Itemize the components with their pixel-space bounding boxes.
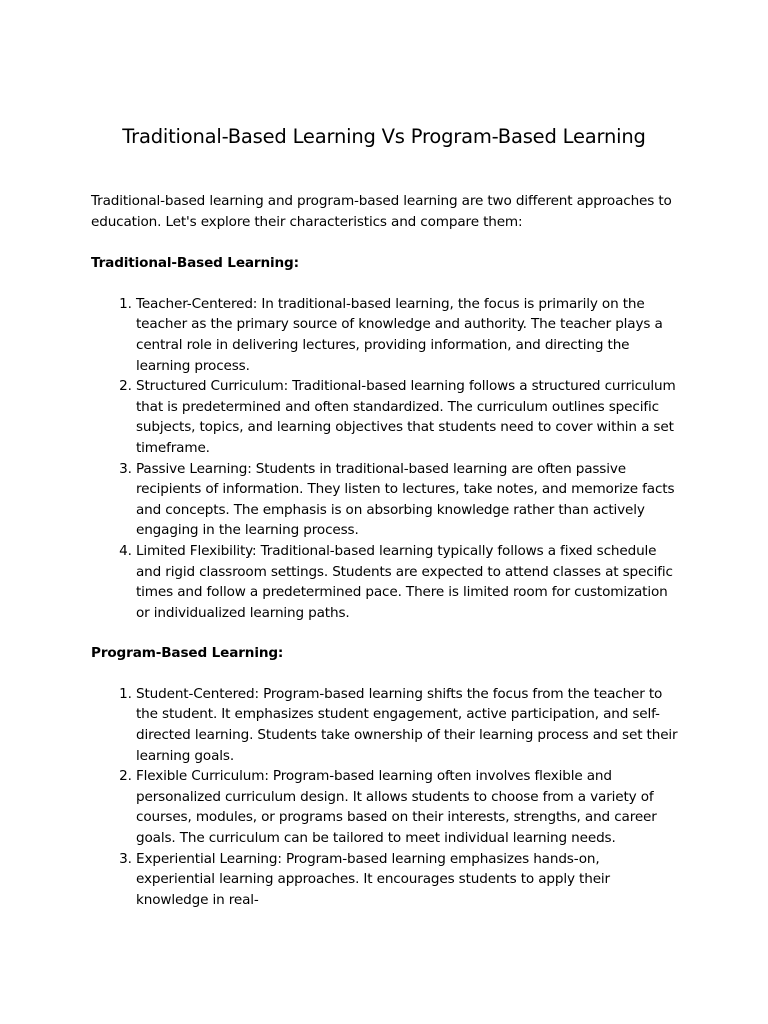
list-item: 1. Teacher-Centered: In traditional-based learning, the focus is primarily on the teacher as the primary source of knowledge and authority. The teacher plays a central role in delivering lectures, providing information, and directing the learning process. — [136, 294, 681, 376]
traditional-list — [91, 294, 681, 624]
list-item: 1. Student-Centered: Program-based learning shifts the focus from the teacher to the student. It emphasizes student engagement, active participation, and self-directed learning. Students take ownership of their learning process and set their learning goals. — [136, 684, 681, 766]
section-heading-traditional: Traditional-Based Learning: — [91, 255, 299, 272]
list-item: 2. Structured Curriculum: Traditional-based learning follows a structured curriculum that is predetermined and often standardized. The curriculum outlines specific subjects, topics, and learning objectives that students need to cover within a set timeframe. — [136, 376, 681, 458]
document-title: Traditional-Based Learning Vs Program-Based Learning — [122, 125, 646, 148]
list-item: 2. Flexible Curriculum: Program-based learning often involves flexible and personalized curriculum design. It allows students to choose from a variety of courses, modules, or programs based on their interests, strengths, and career goals. The curriculum can be tailored to meet individual learning needs. — [136, 766, 681, 848]
section-heading-program: Program-Based Learning: — [91, 645, 284, 662]
list-item: 4. Limited Flexibility: Traditional-based learning typically follows a fixed schedule and rigid classroom settings. Students are expected to attend classes at specific times and follow a predetermined pace. There is limited room for customization or individualized learning paths. — [136, 541, 681, 623]
list-item: 3. Experiential Learning: Program-based learning emphasizes hands-on, experiential learning approaches. It encourages students to apply their knowledge in real- — [136, 849, 681, 911]
document-body — [91, 191, 681, 930]
list-item: 3. Passive Learning: Students in traditional-based learning are often passive recipients of information. They listen to lectures, take notes, and memorize facts and concepts. The emphasis is on absorbing knowledge rather than actively engaging in the learning process. — [136, 459, 681, 541]
program-list — [91, 684, 681, 911]
intro-paragraph: Traditional-based learning and program-based learning are two different approaches to education. Let's explore their characteristics and compare them: — [91, 193, 672, 230]
